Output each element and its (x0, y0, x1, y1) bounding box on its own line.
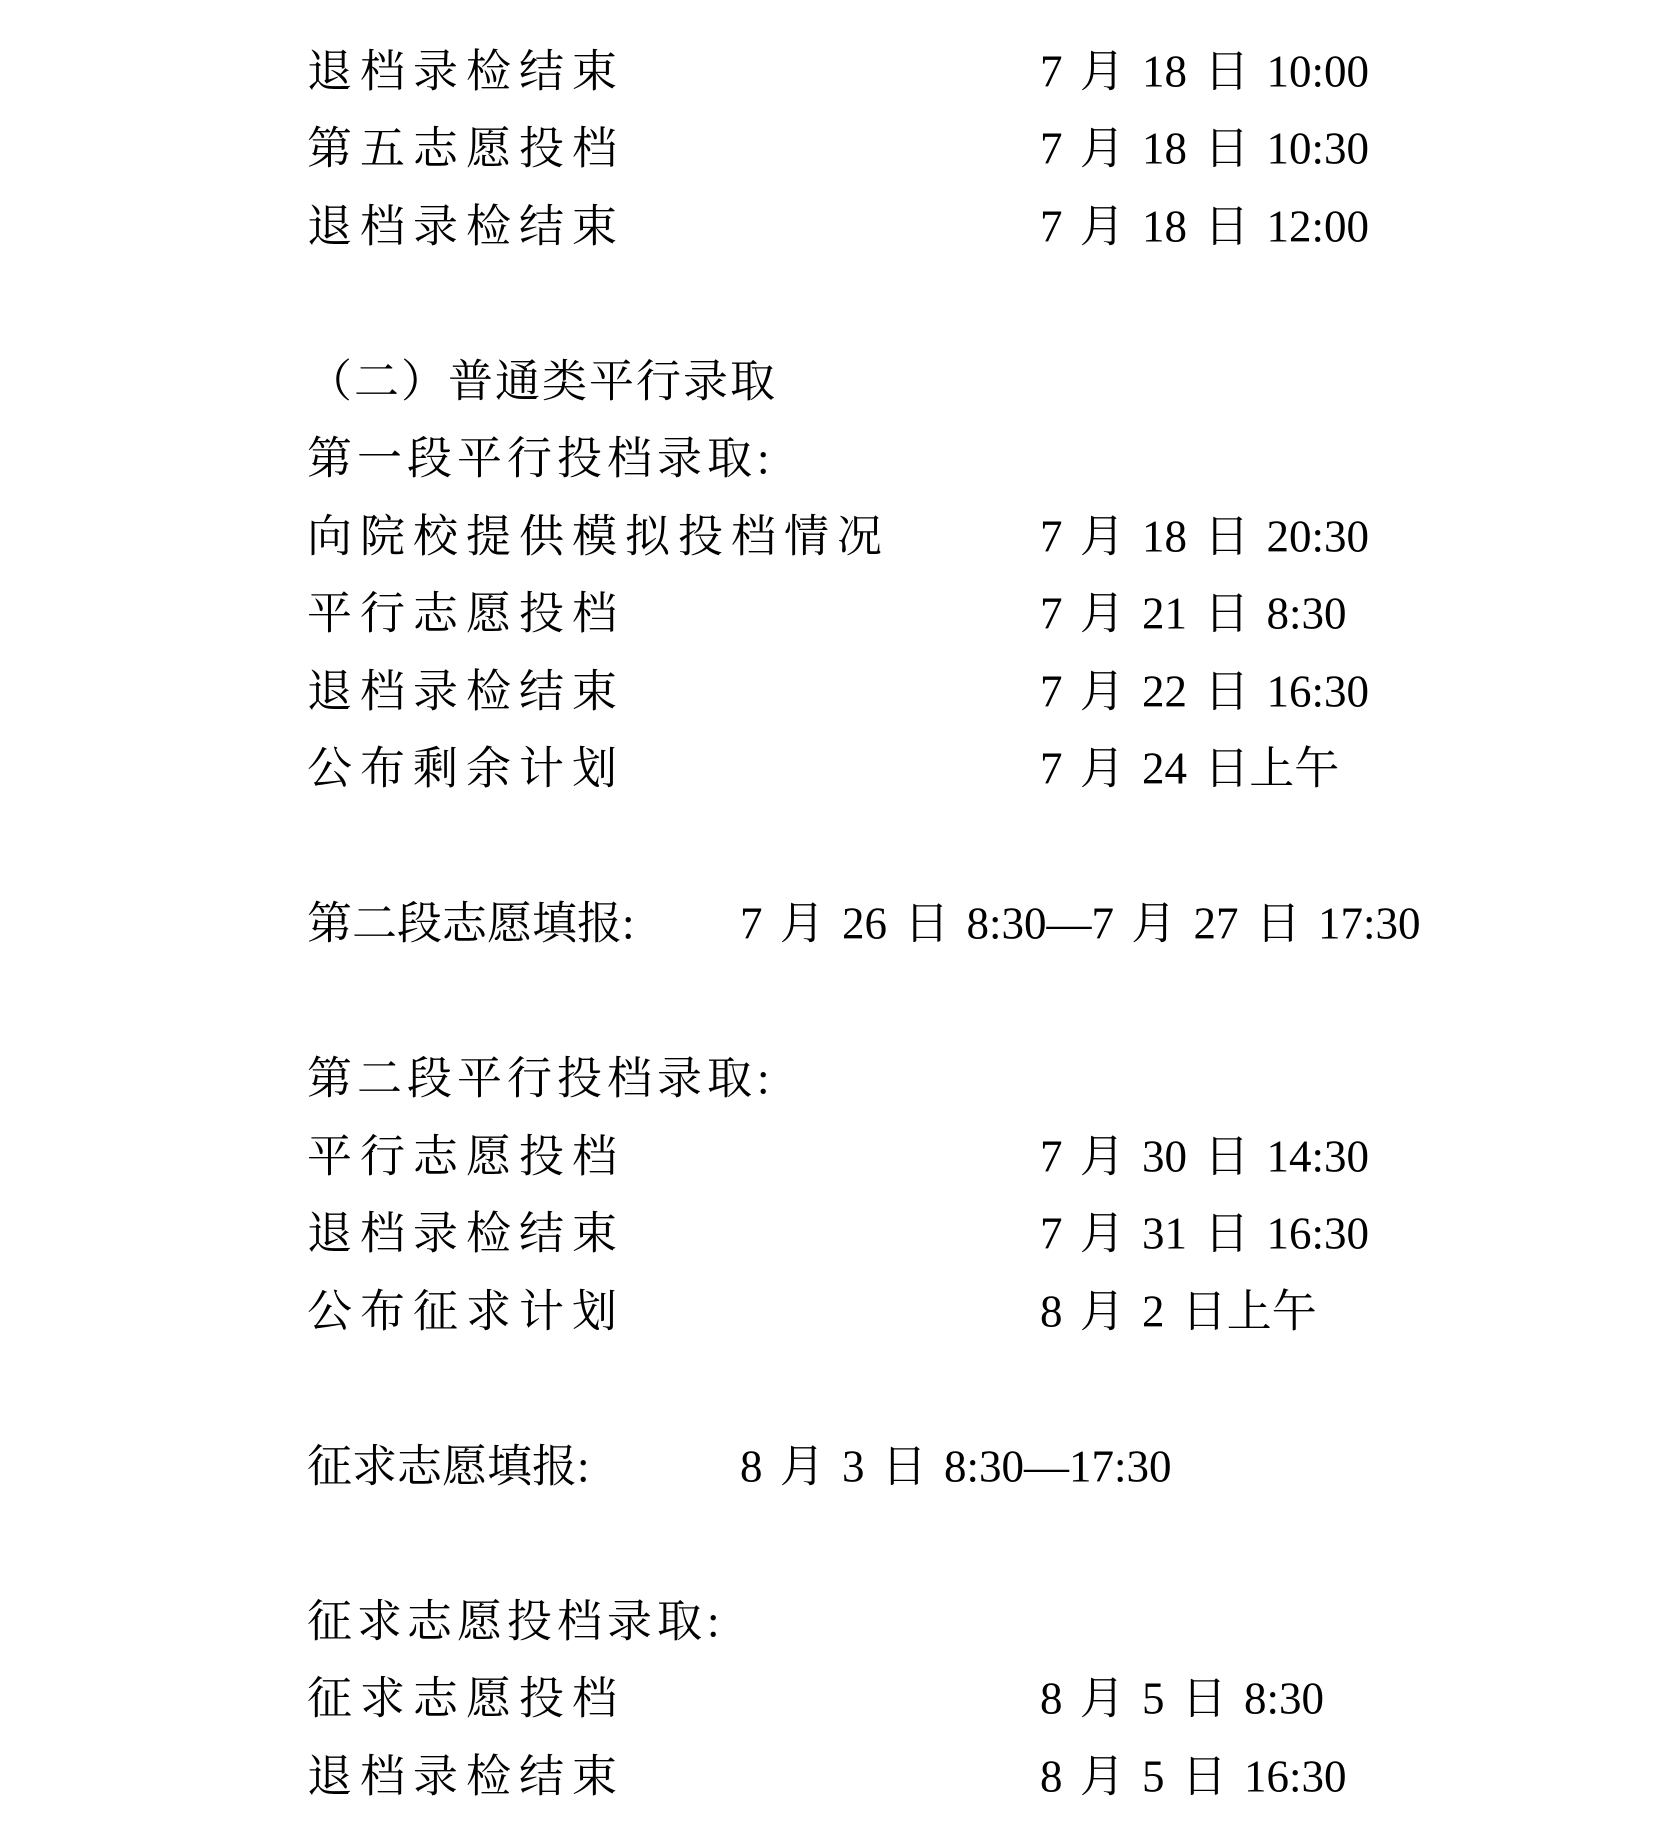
event-label: 向院校提供模拟投档情况 (307, 511, 891, 562)
event-time: 7 月 18 日 12:00 (1040, 201, 1370, 252)
schedule-row (0, 648, 1654, 726)
stage-heading (0, 1578, 1654, 1656)
event-label: 退档录检结束 (307, 666, 626, 717)
schedule-row (0, 493, 1654, 571)
section-heading-text: （二）普通类平行录取 (307, 356, 778, 407)
stage-heading (0, 1036, 1654, 1114)
schedule-row-inline (0, 1423, 1654, 1501)
schedule-row (0, 183, 1654, 261)
blank-line (0, 1501, 1654, 1579)
event-label: 征求志愿填报: (307, 1441, 590, 1492)
schedule-row (0, 28, 1654, 106)
stage-heading-text: 征求志愿投档录取: (307, 1596, 725, 1647)
blank-line (0, 1346, 1654, 1424)
event-time: 7 月 31 日 16:30 (1040, 1208, 1370, 1259)
event-time: 8 月 3 日 8:30—17:30 (740, 1441, 1172, 1492)
admission-schedule-list (0, 28, 1654, 1811)
blank-line (0, 958, 1654, 1036)
event-time: 8 月 5 日 16:30 (1040, 1751, 1347, 1802)
event-time: 7 月 22 日 16:30 (1040, 666, 1370, 717)
event-label: 公布剩余计划 (307, 743, 626, 794)
schedule-row (0, 1113, 1654, 1191)
event-label: 退档录检结束 (307, 46, 626, 97)
schedule-row (0, 106, 1654, 184)
event-time: 7 月 18 日 20:30 (1040, 511, 1370, 562)
stage-heading (0, 416, 1654, 494)
event-time: 7 月 18 日 10:30 (1040, 123, 1370, 174)
stage-heading-text: 第二段平行投档录取: (307, 1053, 775, 1104)
event-label: 退档录检结束 (307, 201, 626, 252)
event-label: 平行志愿投档 (307, 1131, 626, 1182)
blank-line (0, 803, 1654, 881)
schedule-row (0, 571, 1654, 649)
schedule-row (0, 1268, 1654, 1346)
event-label: 退档录检结束 (307, 1751, 626, 1802)
schedule-row (0, 726, 1654, 804)
event-time: 8 月 5 日 8:30 (1040, 1673, 1325, 1724)
event-time: 7 月 21 日 8:30 (1040, 588, 1347, 639)
schedule-row (0, 1191, 1654, 1269)
event-time: 7 月 24 日上午 (1040, 743, 1340, 794)
schedule-row (0, 1733, 1654, 1811)
event-label: 平行志愿投档 (307, 588, 626, 639)
schedule-row (0, 1656, 1654, 1734)
event-time: 7 月 26 日 8:30—7 月 27 日 17:30 (740, 898, 1421, 949)
event-label: 退档录检结束 (307, 1208, 626, 1259)
event-time: 7 月 18 日 10:00 (1040, 46, 1370, 97)
event-label: 征求志愿投档 (307, 1673, 626, 1724)
event-time: 8 月 2 日上午 (1040, 1286, 1317, 1337)
schedule-row-inline (0, 881, 1654, 959)
event-label: 第二段志愿填报: (307, 898, 635, 949)
event-time: 7 月 30 日 14:30 (1040, 1131, 1370, 1182)
section-heading (0, 338, 1654, 416)
stage-heading-text: 第一段平行投档录取: (307, 433, 775, 484)
event-label: 公布征求计划 (307, 1286, 626, 1337)
blank-line (0, 261, 1654, 339)
event-label: 第五志愿投档 (307, 123, 626, 174)
